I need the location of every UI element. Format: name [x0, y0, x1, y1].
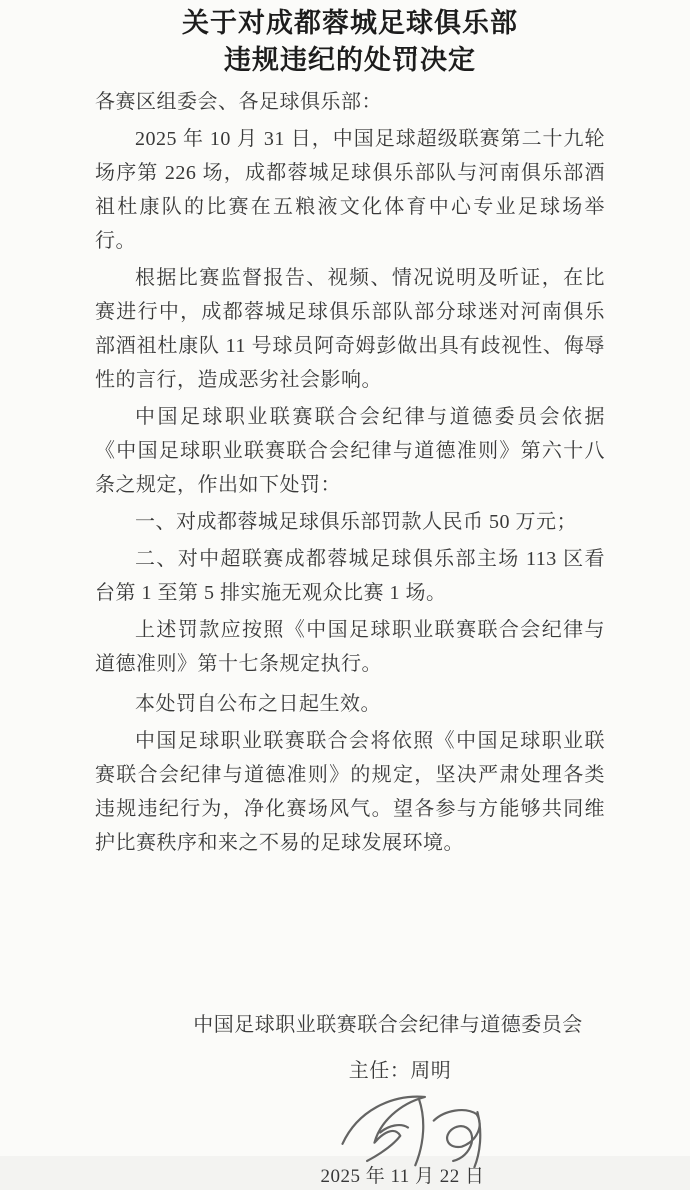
- title-line-1: 关于对成都蓉城足球俱乐部: [182, 8, 518, 38]
- closing-organization: 中国足球职业联赛联合会纪律与道德委员会: [193, 1014, 583, 1036]
- paragraph-statement: 中国足球职业联赛联合会将依照《中国足球职业联赛联合会纪律与道德准则》的规定，坚决严肃处理各类违规违纪行为，净化赛场风气。望各参与方能够共同维护比赛秩序和来之不易的足球发展环境。: [95, 730, 605, 854]
- closing-signer-line: 主任：周明: [348, 1060, 452, 1082]
- paragraph-fine-execution: 上述罚款应按照《中国足球职业联赛联合会纪律与道德准则》第十七条规定执行。: [95, 619, 605, 675]
- signature-image: [240, 1088, 605, 1168]
- paragraph-match-info: 2025 年 10 月 31 日，中国足球超级联赛第二十九轮场序第 226 场，成都蓉城足球俱乐部队与河南俱乐部酒祖杜康队的比赛在五粮液文化体育中心专业足球场举行。: [95, 128, 605, 252]
- closing-date: 2025 年 11 月 22 日: [320, 1166, 485, 1187]
- penalty-item-1: 一、对成都蓉城足球俱乐部罚款人民币 50 万元；: [135, 511, 577, 533]
- penalty-item-2: 二、对中超联赛成都蓉城足球俱乐部主场 113 区看台第 1 至第 5 排实施无观众比赛 1 场。: [95, 548, 605, 604]
- title-line-2: 违规违纪的处罚决定: [224, 45, 476, 75]
- paragraph-basis: 中国足球职业联赛联合会纪律与道德委员会依据《中国足球职业联赛联合会纪律与道德准则》第六十八条之规定，作出如下处罚：: [95, 406, 605, 496]
- paragraph-incident: 根据比赛监督报告、视频、情况说明及听证，在比赛进行中，成都蓉城足球俱乐部队部分球迷对河南俱乐部酒祖杜康队 11 号球员阿奇姆彭做出具有歧视性、侮辱性的言行，造成恶劣社会影响。: [95, 267, 605, 391]
- closing-block: [95, 1008, 605, 1190]
- document-title: [95, 5, 605, 79]
- paragraph-effective-date: 本处罚自公布之日起生效。: [135, 693, 381, 715]
- salutation: 各赛区组委会、各足球俱乐部：: [95, 91, 382, 113]
